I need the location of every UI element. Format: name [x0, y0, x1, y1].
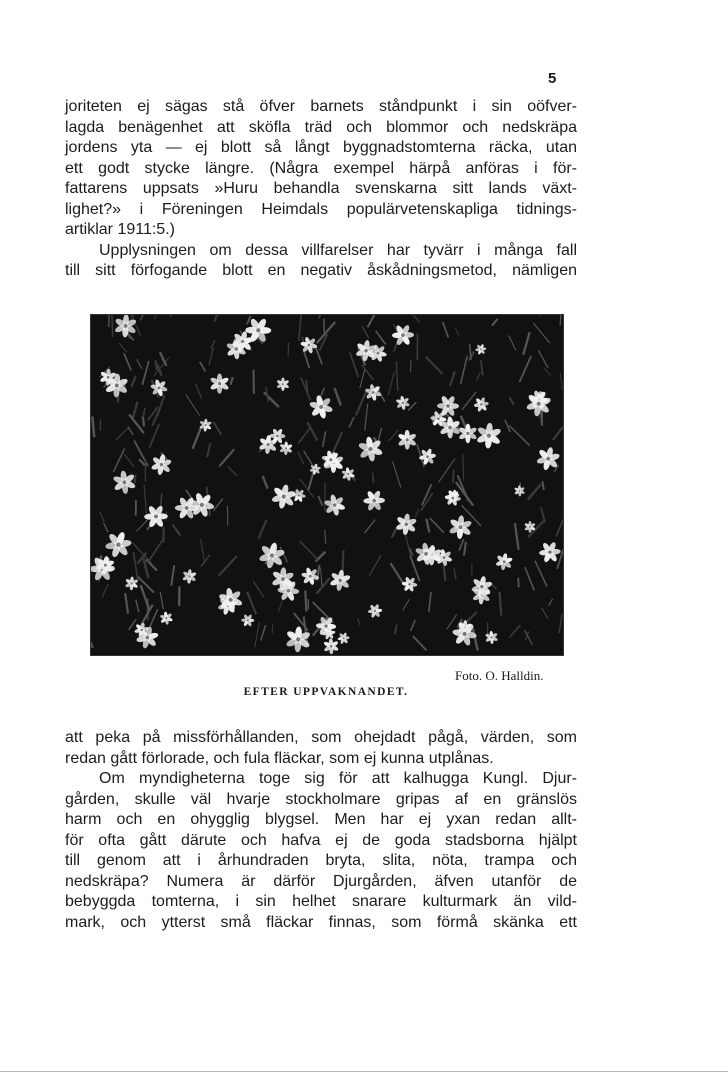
flower-photograph — [90, 314, 564, 656]
page-edge — [0, 1071, 728, 1072]
grass-blade — [112, 315, 113, 337]
text-line: gården, skulle väl hvarje stockholmare gripas af en gränslös — [65, 790, 577, 808]
text-line: att peka på missförhållanden, som ohejdadt pågå, värden, som — [65, 729, 577, 746]
grass-blade — [143, 416, 144, 426]
text-line: joriteten ej sägas stå öfver barnets ståndpunkt i sin oöfver- — [65, 98, 577, 115]
text-line: lagda benägenhet att sköfla träd och blommor och nedskräpa — [65, 118, 577, 136]
text-line: ett godt stycke längre. (Några exempel härpå anföras i för- — [65, 159, 577, 177]
flower-field-image — [91, 315, 563, 655]
text-block-top — [65, 97, 577, 282]
paragraph-1 — [65, 97, 577, 241]
text-line: mark, och ytterst små fläckar finnas, som förmå skänka ett — [65, 913, 577, 931]
grass-blade — [411, 360, 412, 372]
text-line: till genom att i århundraden bryta, slita, nöta, trampa och — [65, 852, 577, 869]
text-line: bebyggda tomterna, i sin helhet snarare kulturmark än vild- — [65, 893, 577, 910]
text-line: jordens yta — ej blott så långt byggnadstomterna räcka, utan — [65, 139, 577, 156]
grass-blade — [518, 578, 519, 587]
text-line: till sitt förfogande blott en negativ åskådningsmetod, nämligen — [65, 262, 577, 279]
photo-credit: Foto. O. Halldin. — [455, 668, 544, 683]
text-line: nedskräpa? Numera är därför Djurgården, äfven utanför de — [65, 872, 577, 890]
grass-blade — [453, 469, 454, 482]
text-line: Upplysningen om dessa villfarelser har tyvärr i många fall — [99, 241, 577, 259]
text-line: för ofta gått därute och hafva ej de goda stadsborna hjälpt — [65, 831, 577, 849]
grass-blade — [500, 592, 502, 616]
text-block-bottom — [65, 728, 577, 933]
grass-blade — [373, 473, 374, 483]
grass-blade — [343, 550, 344, 572]
text-line: harm och en ohygglig blygsel. Men har ej yxan redan allt- — [65, 811, 577, 828]
figure-caption: EFTER UPPVAKNANDET. — [243, 686, 409, 698]
grass-blade — [155, 360, 156, 370]
text-line: Om myndigheterna toge sig för att kalhugga Kungl. Djur- — [99, 770, 577, 787]
page-number: 5 — [548, 70, 557, 87]
grass-blade — [288, 343, 289, 357]
text-line: fattarens uppsats »Huru behandla svenskarna sitt lands växt- — [65, 180, 577, 197]
grass-blade — [463, 454, 464, 481]
text-line: artiklar 1911:5.) — [65, 221, 175, 238]
text-line: lighet?» i Föreningen Heimdals populärvetenskapliga tidnings- — [65, 200, 577, 218]
paragraph-2 — [65, 241, 577, 282]
paragraph-3 — [65, 728, 577, 769]
grass-blade — [272, 623, 273, 633]
text-line: redan gått förlorade, och fula fläckar, som ej kunna utplånas. — [65, 749, 494, 767]
paragraph-4 — [65, 769, 577, 933]
grass-blade — [135, 475, 136, 484]
grass-blade — [305, 591, 306, 612]
